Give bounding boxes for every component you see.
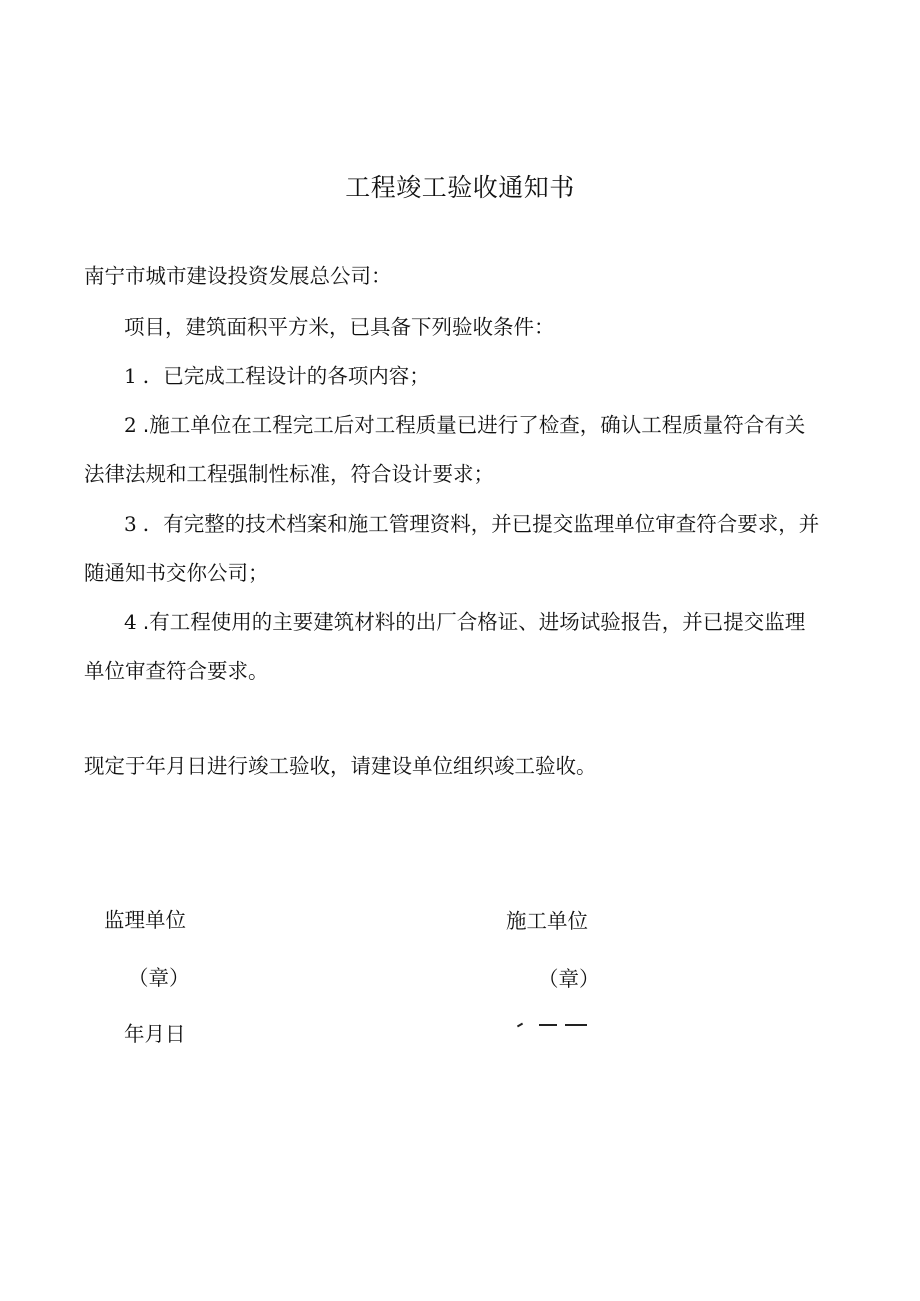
page-title: 工程竣工验收通知书: [345, 173, 575, 202]
condition-text: ．已完成工程设计的各项内容；: [142, 364, 430, 388]
condition-4-continued: 单位审查符合要求。: [84, 659, 269, 683]
notice-text: 现定于年月日进行竣工验收，请建设单位组织竣工验收。: [84, 754, 597, 778]
condition-4: [124, 608, 805, 636]
condition-3: [124, 510, 819, 538]
contractor-unit-label: 施工单位: [506, 909, 588, 933]
condition-number: 3: [124, 512, 137, 536]
contractor-date-clipped: [517, 1016, 589, 1030]
intro-text: 项目，建筑面积平方米，已具备下列验收条件：: [124, 315, 555, 339]
supervisor-date: 年月日: [124, 1022, 186, 1046]
condition-1: [124, 362, 430, 390]
condition-text: .施工单位在工程完工后对工程质量已进行了检查，确认工程质量符合有关: [142, 413, 806, 437]
condition-3-continued: 随通知书交你公司；: [84, 561, 269, 585]
supervisor-seal: （章）: [128, 966, 190, 990]
contractor-seal: （章）: [538, 967, 600, 991]
condition-text: ．有完整的技术档案和施工管理资料，并已提交监理单位审查符合要求，并: [142, 512, 820, 536]
addressee: 南宁市城市建设投资发展总公司：: [84, 264, 392, 288]
supervisor-unit-label: 监理单位: [104, 908, 186, 932]
condition-2-continued: 法律法规和工程强制性标准，符合设计要求；: [84, 462, 494, 486]
condition-text: .有工程使用的主要建筑材料的出厂合格证、进场试验报告，并已提交监理: [142, 610, 806, 634]
condition-number: 1: [124, 364, 137, 388]
condition-number: 4: [124, 610, 137, 634]
condition-number: 2: [124, 413, 137, 437]
condition-2: [124, 411, 805, 439]
